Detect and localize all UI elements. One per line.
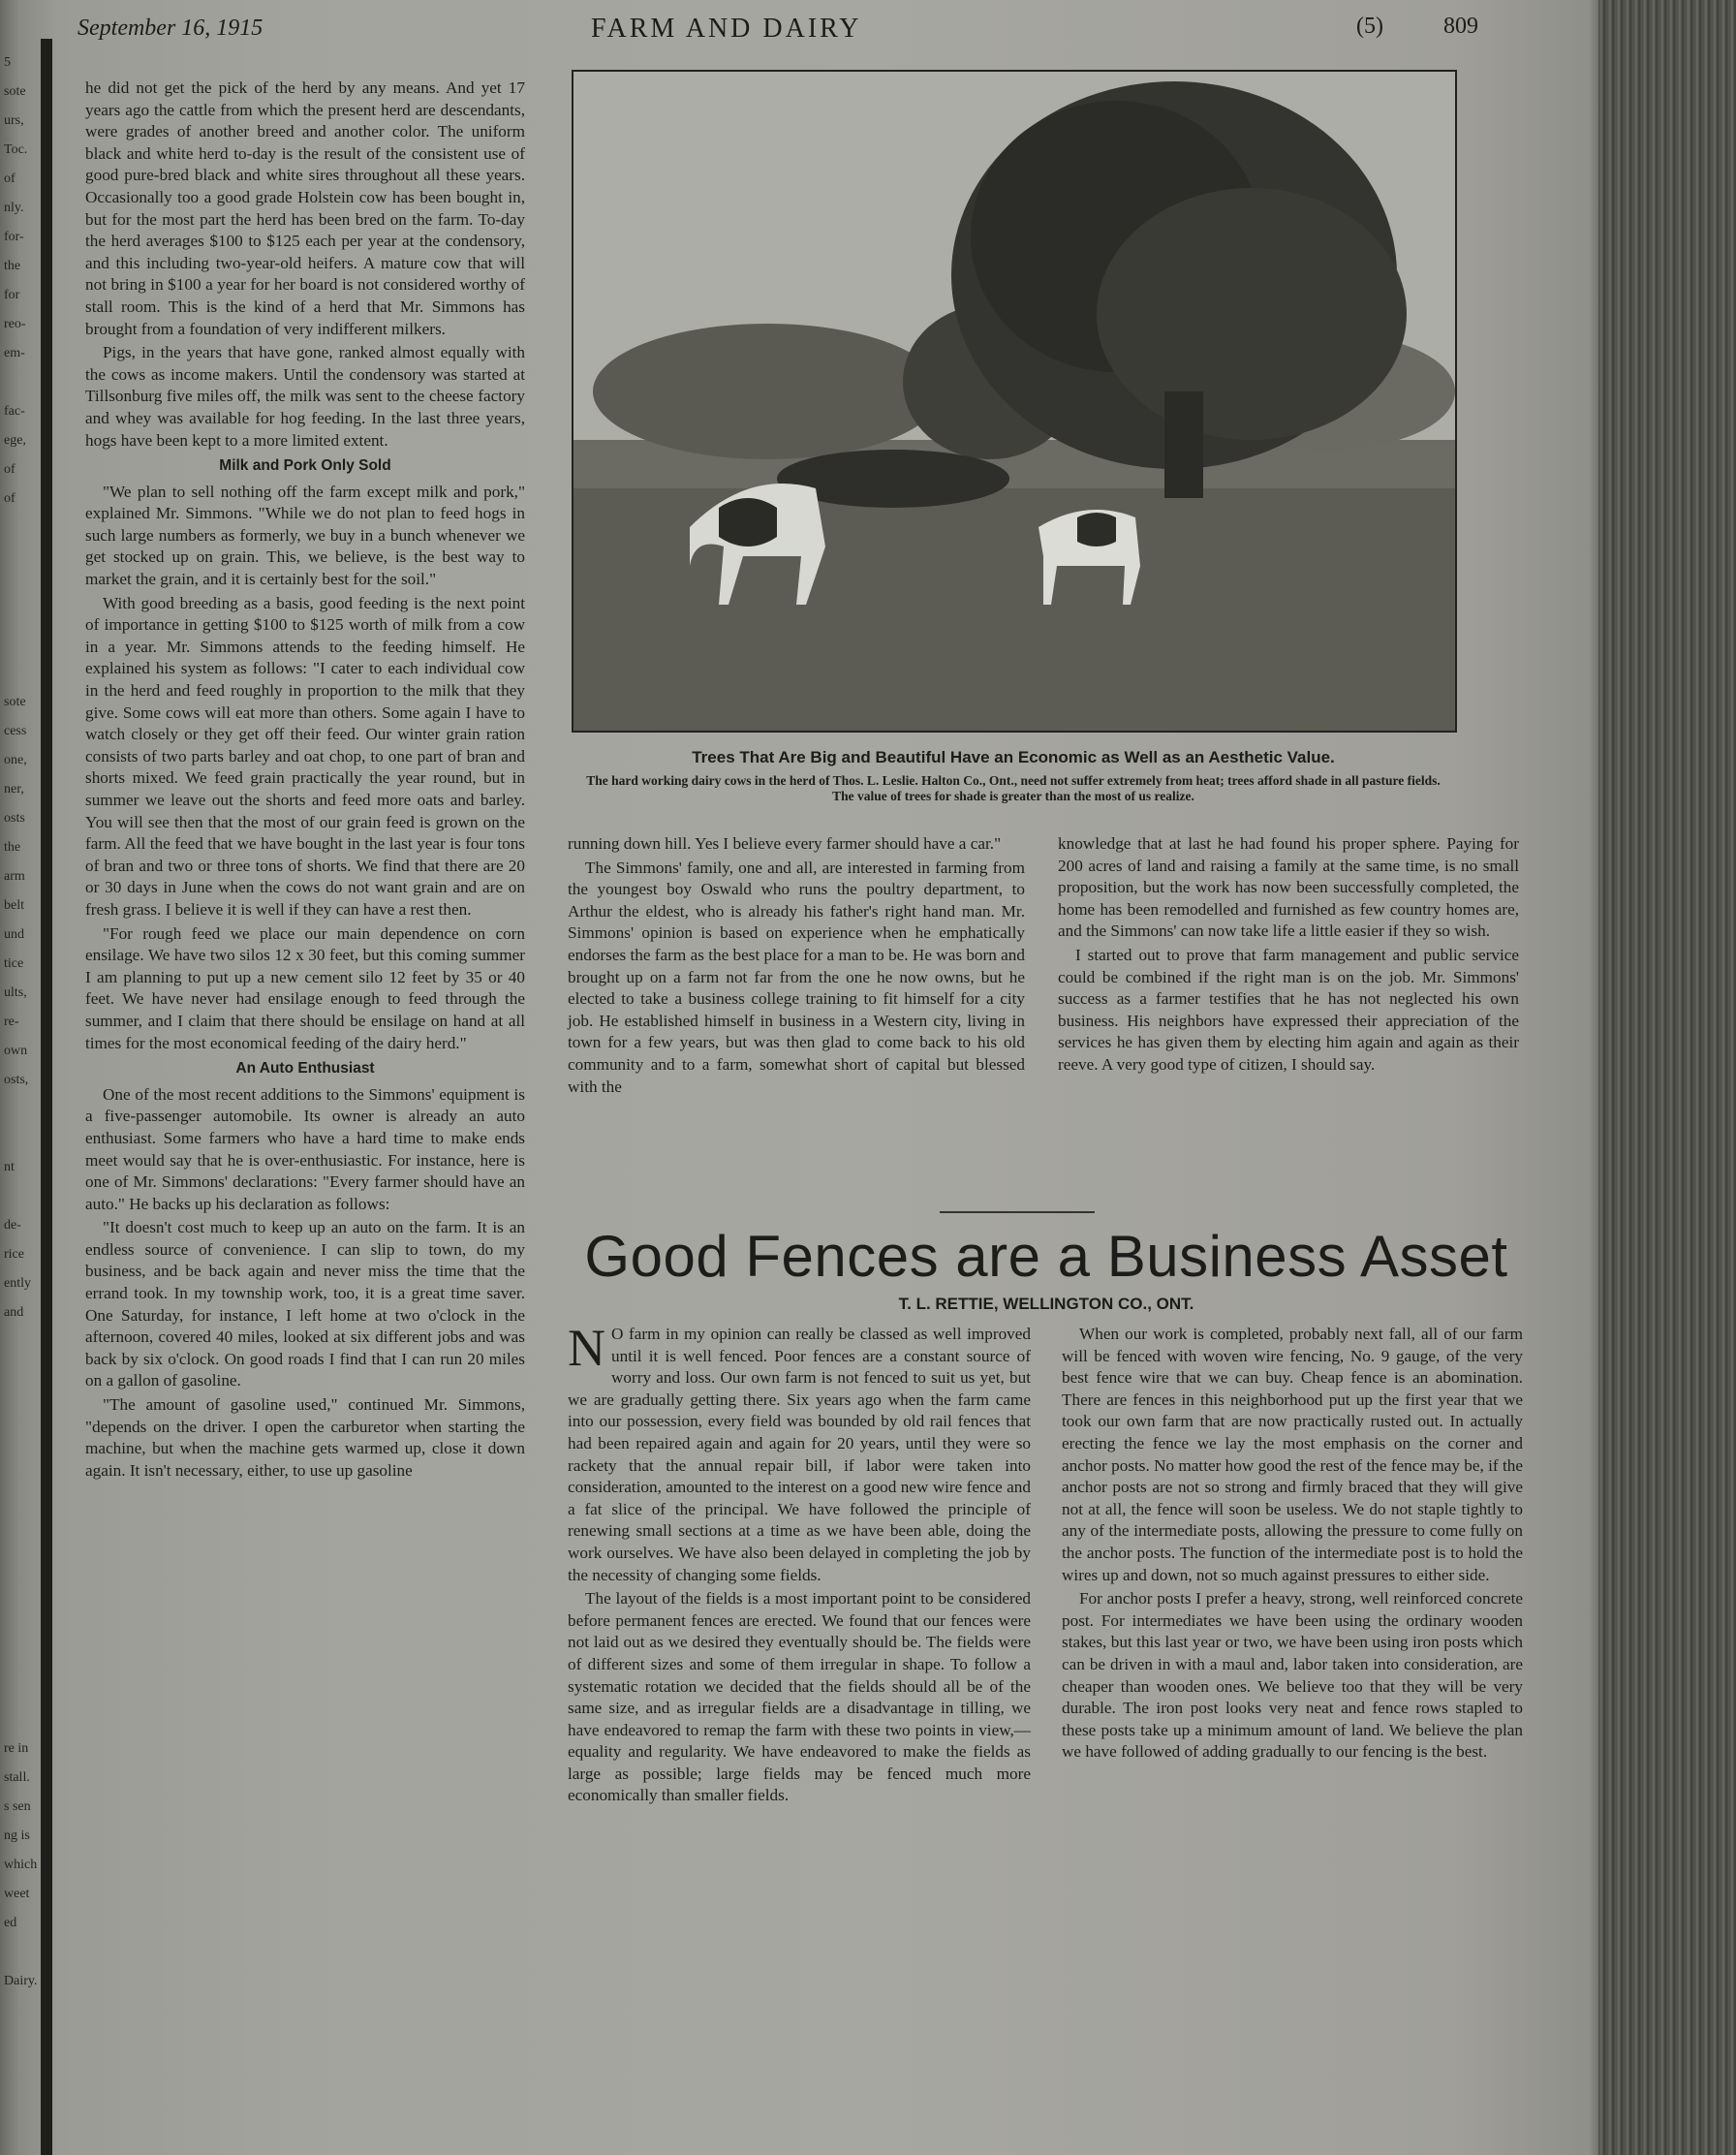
gutter-fragments: 5 sote urs, Toc. of nly. for- the for reo- em- fac- ege, of of sote cess one, ner, osts the arm belt und tice ults, re- own osts, nt de- rice ently and re in stall. s sen ng is which weet ed Dairy. <box>4 55 38 1988</box>
page-header <box>78 12 1478 50</box>
photo-caption-body: The hard working dairy cows in the herd of Thos. L. Leslie. Halton Co., Ont., need not suffer extremely from heat; trees afford shade in all pasture fields. The value of trees for shade is greater than the most of us realize. <box>586 773 1441 803</box>
binding-spine <box>41 39 52 2155</box>
header-issue-page: (5) <box>1356 14 1383 39</box>
photo-caption-title: Trees That Are Big and Beautiful Have an Economic as Well as an Aesthetic Value. <box>692 748 1335 766</box>
paragraph: When our work is completed, probably next fall, all of our farm will be fenced with woven wire fencing, No. 9 gauge, of the very best fence wire that we can buy. Cheap fence is an abomination. There are fences in this neighborhood put up the first year that we took our own farm that are now practically rusted out. In actually erecting the fence we lay the most emphasis on the corner and anchor posts. No matter how good the rest of the fence may be, if the anchor posts are not so strong and firmly braced that they will give not at all, the fence will soon be useless. We do not staple tightly to any of the intermediate posts, allowing the pressure to come fully on the anchor posts. The function of the intermediate post is to hold the wires up and down, not so much against pressures to either side. <box>1062 1325 1523 1584</box>
paragraph: Pigs, in the years that have gone, ranked almost equally with the cows as income makers. Until the condensory was started at Tillsonburg five miles off, the milk was sent to the cheese factory and whey was available for hog feeding. In the last three years, hogs have been kept to a more limited extent. <box>85 343 525 450</box>
fences-column-1 <box>568 1319 1031 1809</box>
header-title: FARM AND DAIRY <box>591 14 862 44</box>
left-column <box>85 78 525 1484</box>
paragraph: The layout of the fields is a most important point to be considered before permanent fences are erected. We found that our fences were not laid out as we desired they eventually should be. The fields were of different sizes and some of them irregular in shape. To follow a systematic rotation we decided that the fields should all be of the same size, and as irregular fields are a disadvantage in tilling, we have endeavored to remap the farm with these two points in view,—equality and regularity. We have endeavored to make the fields as large as possible; large fields may be fenced much more economically than smaller fields. <box>568 1589 1031 1805</box>
paragraph: he did not get the pick of the herd by any means. And yet 17 years ago the cattle from which the present herd are descendants, were grades of another breed and another color. The uniform black and white herd to-day is the result of the consistent use of good pure-bred black and white sires throughout all these years. Occasionally too a good grade Holstein cow has been bought in, but for the most part the herd has been bred on the farm. To-day the herd averages $100 to $125 each per year at the condensory, and this including two-year-old heifers. A mature cow that will not bring in $100 a year for her board is not considered worthy of stall room. This is the kind of a herd that Mr. Simmons has brought from a foundation of very indifferent milkers. <box>85 78 525 338</box>
pasture-photo <box>572 70 1457 733</box>
subhead-milk-and-pork: Milk and Pork Only Sold <box>219 457 391 475</box>
paragraph: "The amount of gasoline used," continued Mr. Simmons, "depends on the driver. I open the carburetor when starting the machine, but when the machine gets warmed up, close it down again. It isn't necessary, either, to use up gasoline <box>85 1395 525 1480</box>
tree-cows-illustration <box>574 72 1455 731</box>
paragraph: One of the most recent additions to the Simmons' equipment is a five-passenger automobile. Its owner is already an auto enthusiast. Some farmers who have a hard time to make ends meet would say that he is over-enthusiastic. For instance, here is one of Mr. Simmons' declarations: "Every farmer should have an auto." He backs up his declaration as follows: <box>85 1084 525 1213</box>
section-divider <box>940 1211 1095 1213</box>
article-byline: T. L. RETTIE, WELLINGTON CO., ONT. <box>898 1295 1194 1313</box>
paragraph: knowledge that at last he had found his proper sphere. Paying for 200 acres of land and raising a family at the same time, is no small proposition, but the work has now been successfully completed, the home has been remodelled and furnished as few country homes are, and the Simmons' can now take life a little easier if they so wish. <box>1058 834 1519 941</box>
page-stack-edge <box>1598 0 1736 2155</box>
paragraph: "It doesn't cost much to keep up an auto on the farm. It is an endless source of convenience. I can slip to town, do my business, and be back again and never miss the time that the errand took. In my township work, too, it is a great time saver. One Saturday, for instance, I left home at two o'clock in the afternoon, covered 40 miles, looked at six different jobs and was back by six o'clock. On good roads I find that I can run 20 miles on a gallon of gasoline. <box>85 1218 525 1390</box>
subhead-auto-enthusiast: An Auto Enthusiast <box>235 1060 375 1078</box>
paragraph: I started out to prove that farm management and public service could be combined if the right man is on the job. Mr. Simmons' success as a farmer testifies that he has not neglected his own business. His neighbors have expressed their appreciation of the services he has given them by electing him again and again as their reeve. A very good type of citizen, I should say. <box>1058 945 1519 1074</box>
paragraph: "For rough feed we place our main dependence on corn ensilage. We have two silos 12 x 30 feet, but this coming summer I am planning to put up a new cement silo 12 feet by 35 or 40 feet. We have never had ensilage enough to feed through the summer, and I claim that there should be ensilage on hand at all times for the most economical feeding of the dairy herd." <box>85 923 525 1052</box>
drop-cap: N <box>568 1319 605 1377</box>
header-date: September 16, 1915 <box>78 16 264 41</box>
paragraph <box>568 1319 1031 1586</box>
paragraph: running down hill. Yes I believe every farmer should have a car." <box>568 834 1002 853</box>
paragraph: With good breeding as a basis, good feeding is the next point of importance in getting $100 to $125 worth of milk from a cow in a year. Mr. Simmons attends to the feeding himself. He explained his system as follows: "I cater to each individual cow in the herd and feed roughly in proportion to the milk that they give. Some cows will eat more than others. Some again I have to watch closely or they get off their feed. Our winter grain ration consists of two parts barley and oat chop, to one part of bran and shorts mixed. We feed grain practically the year round, but in summer we leave out the shorts and feed more oats and barley. You will see then that the most of our grain feed is grown on the farm. All the feed that we have bought in the last year is four tons of bran and two or three tons of shorts. We find that there are 20 or 30 days in June when the cows do not want grain and are on fresh grass. I believe it is well if they can have a rest then. <box>85 593 525 919</box>
paragraph: "We plan to sell nothing off the farm except milk and pork," explained Mr. Simmons. "While we do not plan to feed hogs in such large numbers as formerly, we buy in a bunch whenever we get stocked up on grain. This, we believe, is the best way to market the grain, and it is certainly best for the soil." <box>85 482 525 589</box>
middle-column <box>568 833 1025 1100</box>
paragraph-text: O farm in my opinion can really be classed as well improved until it is well fenced. Poor fences are a constant source of worry and loss. Our own farm is not fenced to suit us yet, but we are gradually getting there. Six years ago when the farm came into our possession, every field was bounded by old rail fences that had been repaired again and again for 20 years, until they were so rackety that the annual repair bill, if labor were taken into consideration, amounted to the interest on a good new wire fence and a fat slice of the principal. We have followed the principle of renewing small sections at a time as we have been able, doing the work ourselves. We have also been delayed in completing the job by the necessity of changing some fields. <box>568 1325 1031 1584</box>
paragraph: For anchor posts I prefer a heavy, strong, well reinforced concrete post. For intermediates we have been using the ordinary wooden stakes, but this last year or two, we have been using iron posts which can be driven in with a maul and, labor taken into consideration, are cheaper than wooden ones. We believe too that they will be very durable. The iron post looks very neat and fence rows stapled to these posts take up a minimum amount of land. We believe the plan we have followed of adding gradually to our fencing is the best. <box>1062 1589 1523 1762</box>
paragraph: The Simmons' family, one and all, are interested in farming from the youngest boy Oswald who runs the poultry department, to Arthur the eldest, who is already his father's right hand man. Mr. Simmons' opinion is based on experience when he emphatically endorses the farm as the best place for a man to be. He was born and brought up on a farm not far from the one he now owns, but he elected to take a business college training to fit himself for a city job. He established himself in business in a Western city, living in town for a few years, but was then glad to come back to his old community and to a farm, somewhat short of capital but blessed with the <box>568 858 1025 1096</box>
article-headline: Good Fences are a Business Asset <box>584 1224 1508 1289</box>
right-column <box>1058 833 1519 1078</box>
fences-column-2 <box>1062 1324 1523 1765</box>
header-page-number: 809 <box>1443 14 1478 39</box>
